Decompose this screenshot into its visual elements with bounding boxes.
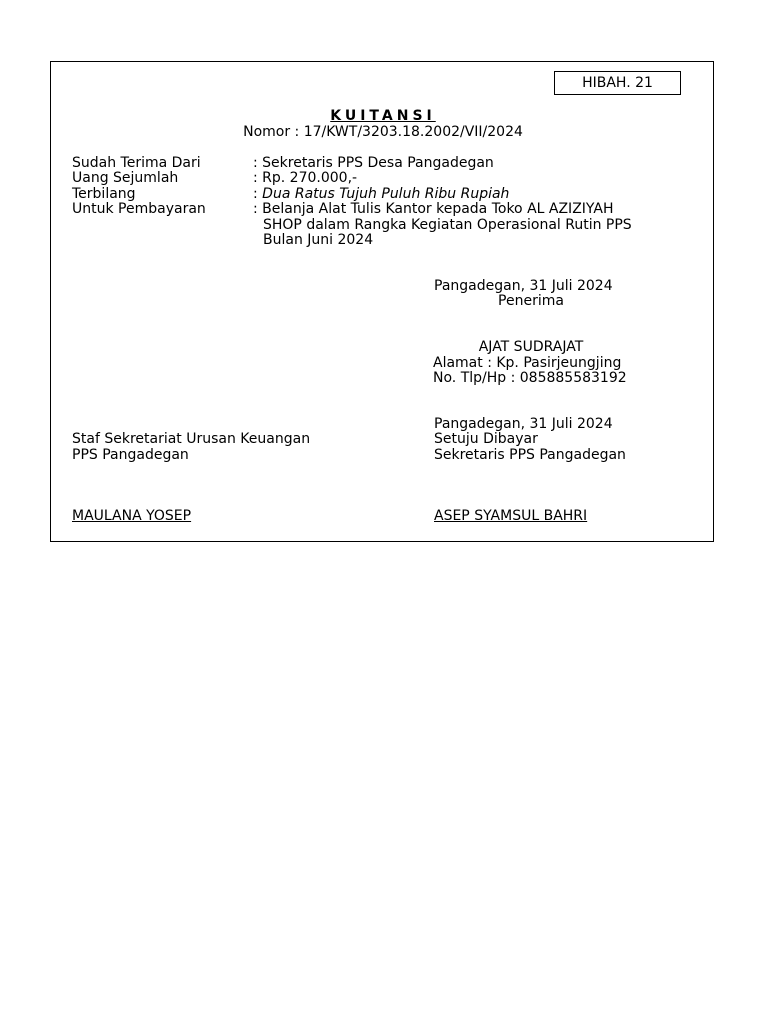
payment-purpose-value: : Belanja Alat Tulis Kantor kepada Toko AL AZIZIYAH xyxy=(253,201,614,217)
receiver-name: AJAT SUDRAJAT xyxy=(478,339,584,355)
receiver-role: Penerima xyxy=(498,293,564,309)
staff-signatory-name: MAULANA YOSEP xyxy=(72,508,192,524)
amount-in-words-value: Dua Ratus Tujuh Puluh Ribu Rupiah xyxy=(262,186,510,202)
received-from-value: : Sekretaris PPS Desa Pangadegan xyxy=(253,155,494,171)
receipt-title: KUITANSI xyxy=(330,108,436,124)
payment-purpose-line-2: SHOP dalam Rangka Kegiatan Operasional Rutin PPS xyxy=(263,217,632,233)
staff-title-line-1: Staf Sekretariat Urusan Keuangan xyxy=(72,431,311,447)
approver-signatory-name: ASEP SYAMSUL BAHRI xyxy=(434,508,588,524)
received-from-label: Sudah Terima Dari xyxy=(72,155,201,171)
staff-title-line-2: PPS Pangadegan xyxy=(72,447,189,463)
amount-in-words-colon: : xyxy=(253,186,263,202)
receiver-date: Pangadegan, 31 Juli 2024 xyxy=(434,278,613,294)
amount-value: : Rp. 270.000,- xyxy=(253,170,358,186)
receiver-phone: No. Tlp/Hp : 085885583192 xyxy=(433,370,627,386)
approver-date: Pangadegan, 31 Juli 2024 xyxy=(434,416,613,432)
payment-purpose-label: Untuk Pembayaran xyxy=(72,201,206,217)
approver-role-line-1: Setuju Dibayar xyxy=(434,431,538,447)
receipt-number: Nomor : 17/KWT/3203.18.2002/VII/2024 xyxy=(243,124,523,140)
amount-label: Uang Sejumlah xyxy=(72,170,179,186)
receipt-document xyxy=(50,61,714,542)
approver-role-line-2: Sekretaris PPS Pangadegan xyxy=(434,447,626,463)
document-code-box: HIBAH. 21 xyxy=(554,71,681,95)
amount-in-words-label: Terbilang xyxy=(72,186,136,202)
receiver-address: Alamat : Kp. Pasirjeungjing xyxy=(433,355,622,371)
payment-purpose-line-3: Bulan Juni 2024 xyxy=(263,232,374,248)
